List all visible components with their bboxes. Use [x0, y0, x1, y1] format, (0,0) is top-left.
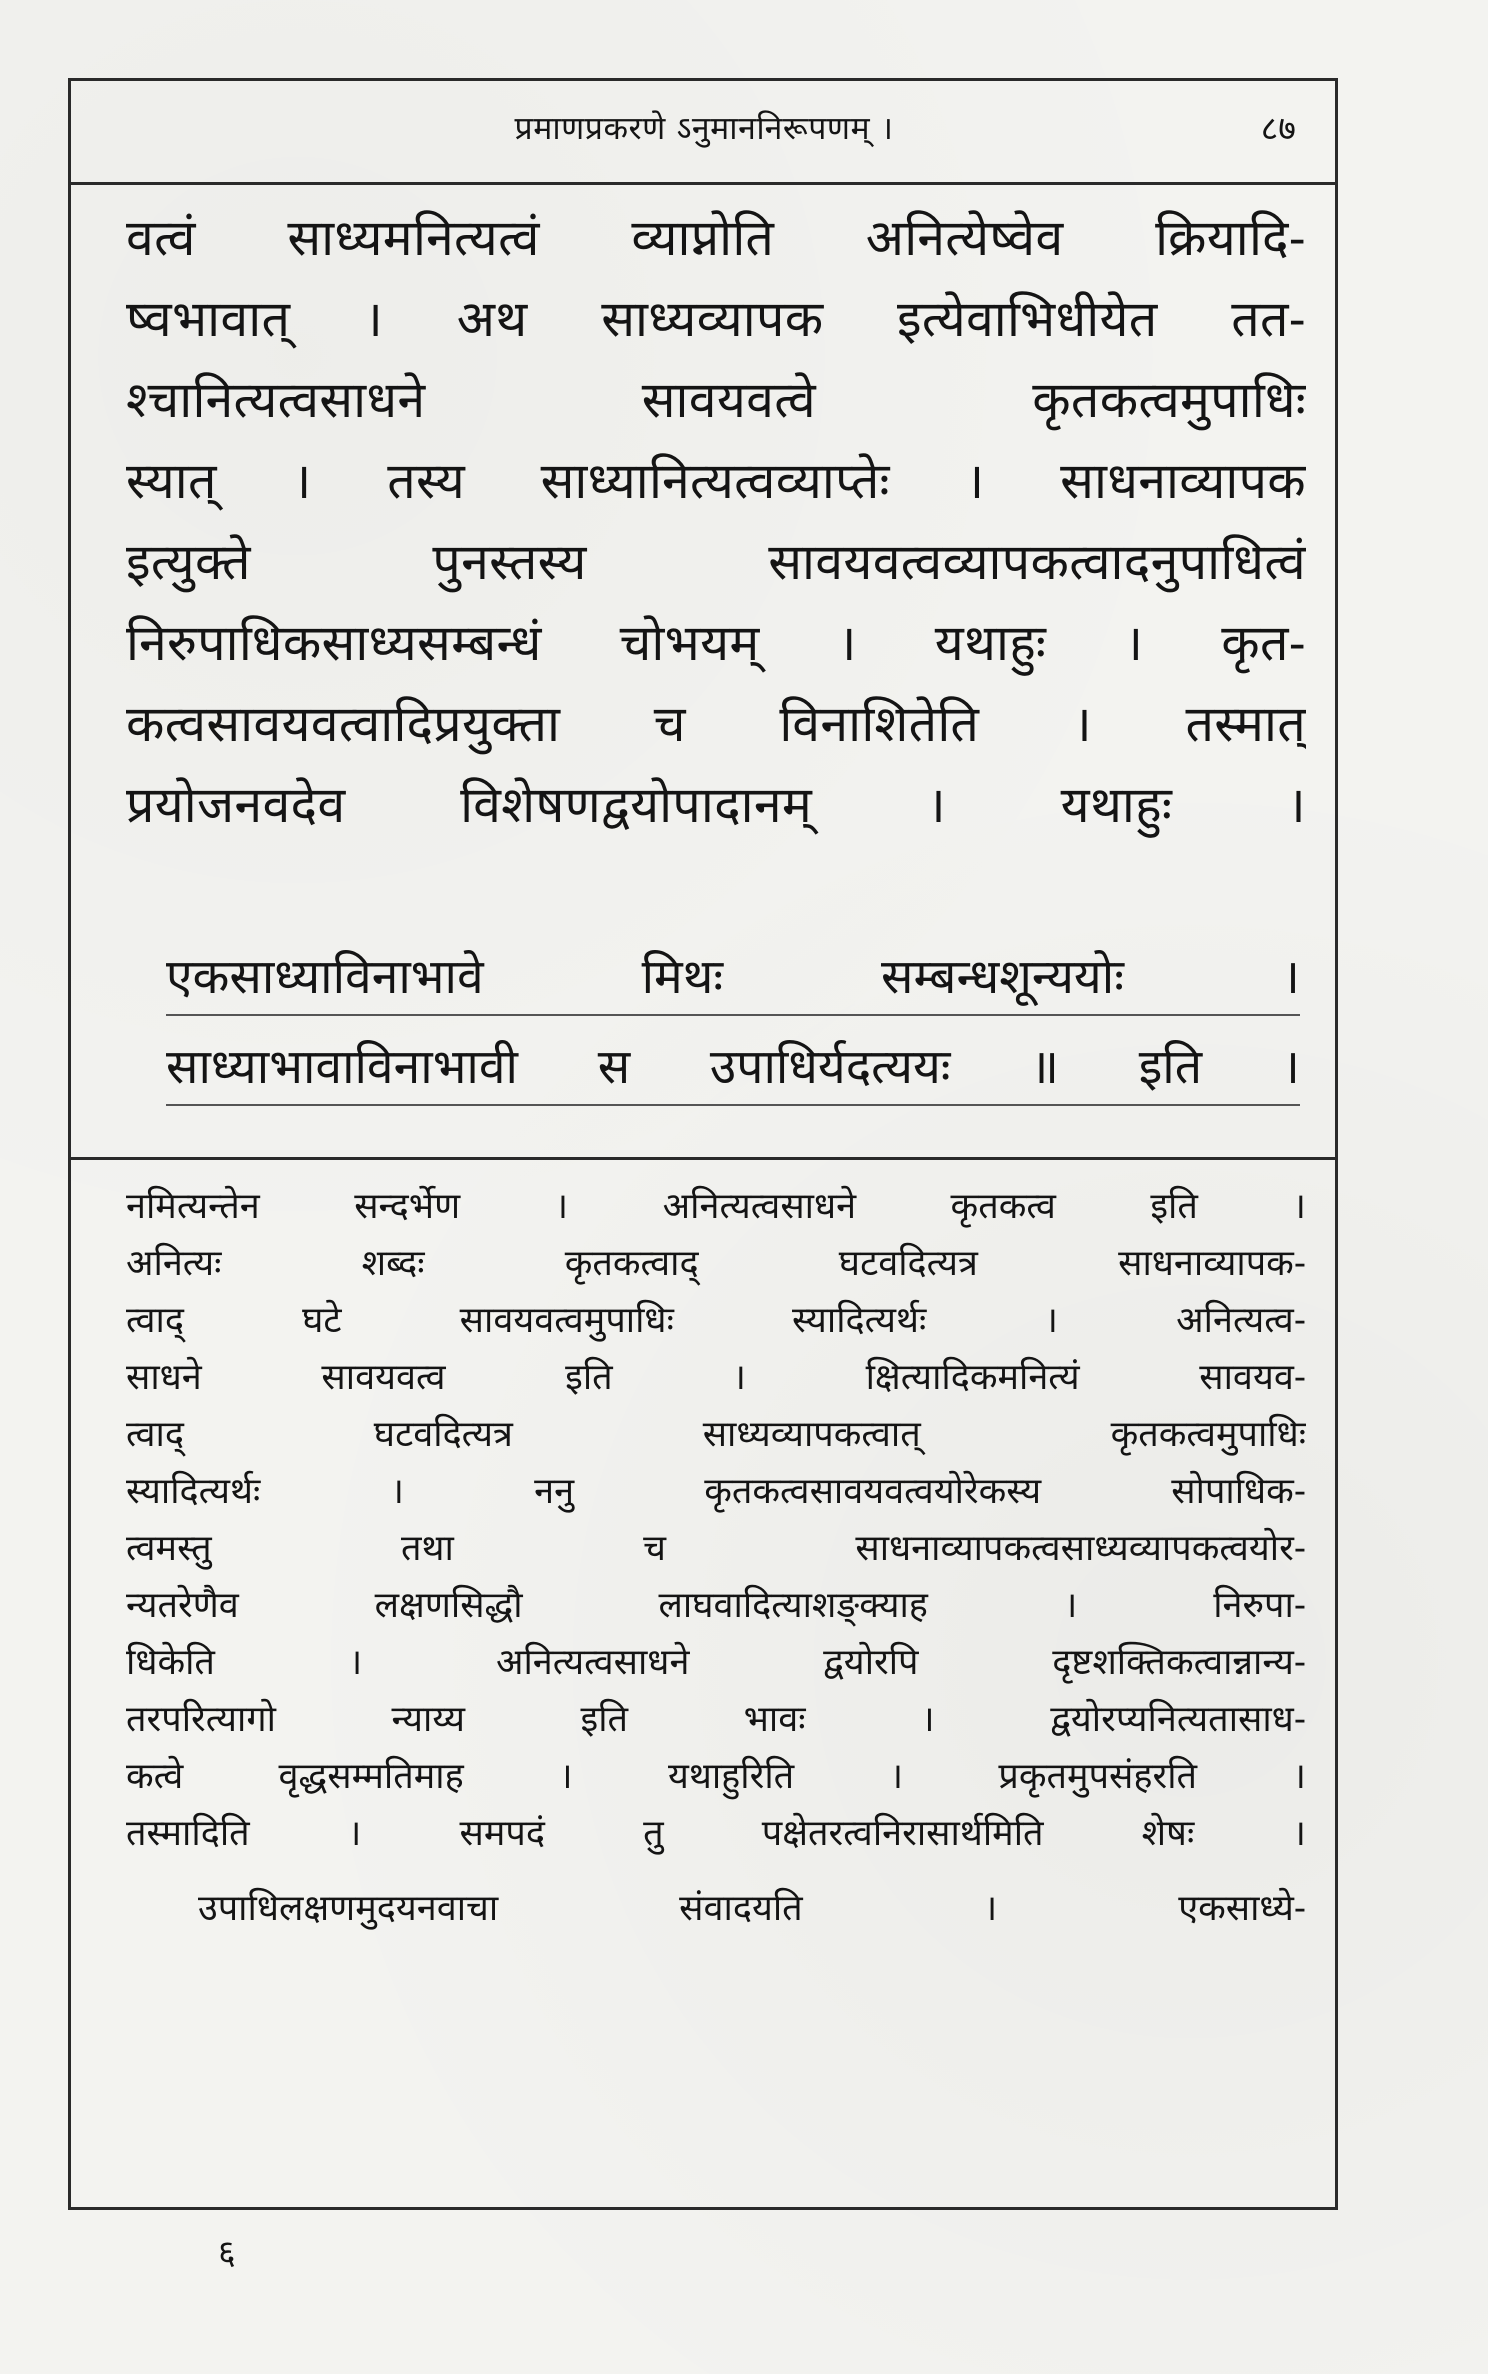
main-line: कत्वसावयवत्वादिप्रयुक्ता च विनाशितेति । तस्मात् — [126, 695, 1306, 753]
main-text — [126, 198, 1306, 846]
commentary-line: कत्वे वृद्धसम्मतिमाह । यथाहुरिति । प्रकृतमुपसंहरति । — [126, 1756, 1306, 1797]
commentary-line: धिकेति । अनित्यत्वसाधने द्वयोरपि दृष्टशक्तिकत्वान्नान्य- — [126, 1642, 1306, 1683]
commentary-line: स्यादित्यर्थः । ननु कृतकत्वसावयवत्वयोरेकस्य सोपाधिक- — [126, 1471, 1306, 1512]
verse-line: एकसाध्याविनाभावे मिथः सम्बन्धशून्ययोः । — [166, 940, 1300, 1016]
commentary-rule — [70, 1157, 1336, 1160]
main-line: स्यात् । तस्य साध्यानित्यत्वव्याप्तेः । साधनाव्यापक — [126, 452, 1306, 510]
commentary-text — [126, 1178, 1306, 1937]
verse-block — [166, 940, 1300, 1120]
commentary-line: तस्मादिति । समपदं तु पक्षेतरत्वनिरासार्थमिति शेषः । — [126, 1813, 1306, 1854]
main-line: श्चानित्यत्वसाधने सावयवत्वे कृतकत्वमुपाधिः — [126, 371, 1306, 429]
page-number: ८७ — [1260, 109, 1296, 149]
commentary-line: साधने सावयवत्व इति । क्षित्यादिकमनित्यं सावयव- — [126, 1357, 1306, 1398]
header-rule — [70, 182, 1336, 185]
main-line: ष्वभावात् । अथ साध्यव्यापक इत्येवाभिधीयेत तत- — [126, 290, 1306, 348]
signature-mark: ६ — [218, 2233, 236, 2273]
verse-line: साध्याभावाविनाभावी स उपाधिर्यदत्ययः ॥ इति । — [166, 1030, 1300, 1106]
main-line: निरुपाधिकसाध्यसम्बन्धं चोभयम् । यथाहुः । कृत- — [126, 614, 1306, 672]
main-line: वत्वं साध्यमनित्यत्वं व्याप्नोति अनित्येष्वेव क्रियादि- — [126, 209, 1306, 267]
commentary-line: तरपरित्यागो न्याय्य इति भावः । द्वयोरप्यनित्यतासाध- — [126, 1699, 1306, 1740]
commentary-line-indented: उपाधिलक्षणमुदयनवाचा संवादयति । एकसाध्ये- — [198, 1888, 1306, 1929]
commentary-line: त्वाद् घटवदित्यत्र साध्यव्यापकत्वात् कृतकत्वमुपाधिः — [126, 1414, 1306, 1455]
commentary-line: अनित्यः शब्दः कृतकत्वाद् घटवदित्यत्र साधनाव्यापक- — [126, 1243, 1306, 1284]
commentary-line: त्वाद् घटे सावयवत्वमुपाधिः स्यादित्यर्थः । अनित्यत्व- — [126, 1300, 1306, 1341]
commentary-line: न्यतरेणैव लक्षणसिद्धौ लाघवादित्याशङ्क्याह । निरुपा- — [126, 1585, 1306, 1626]
running-title: प्रमाणप्रकरणे ऽनुमाननिरूपणम् । — [514, 109, 894, 147]
main-line: इत्युक्ते पुनस्तस्य सावयवत्वव्यापकत्वादनुपाधित्वं — [126, 533, 1306, 591]
commentary-line: त्वमस्तु तथा च साधनाव्यापकत्वसाध्यव्यापकत्वयोर- — [126, 1528, 1306, 1569]
commentary-line: नमित्यन्तेन सन्दर्भेण । अनित्यत्वसाधने कृतकत्व इति । — [126, 1186, 1306, 1227]
running-head — [70, 84, 1338, 184]
main-line: प्रयोजनवदेव विशेषणद्वयोपादानम् । यथाहुः । — [126, 776, 1306, 834]
